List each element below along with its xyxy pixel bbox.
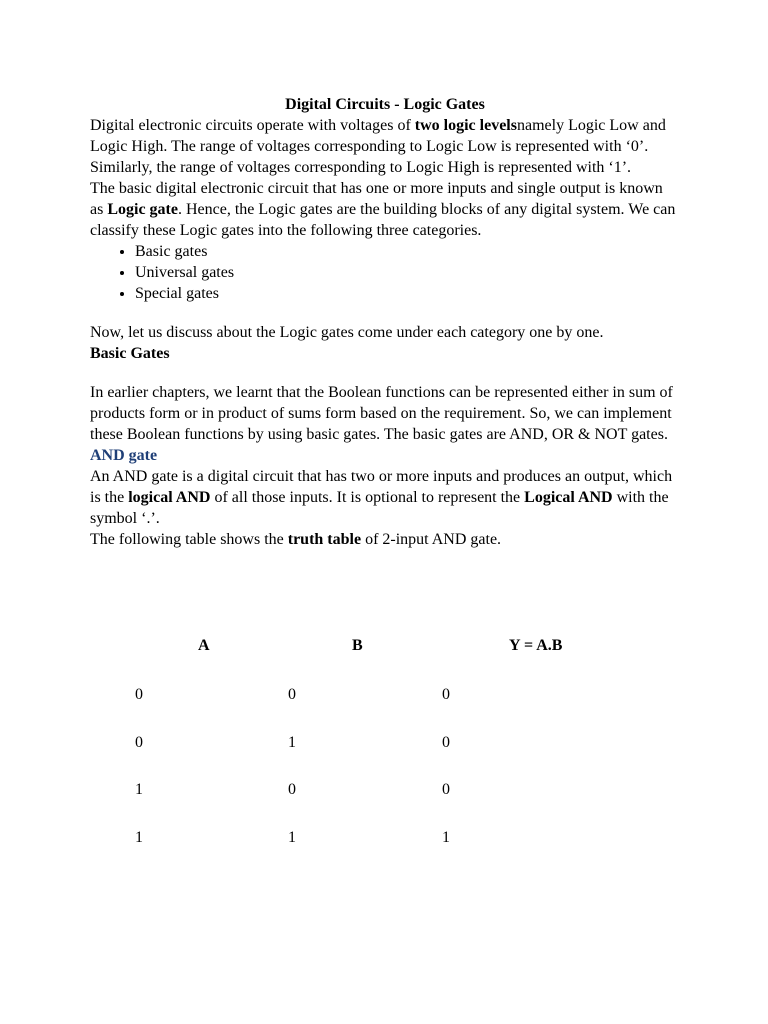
- document-title: Digital Circuits - Logic Gates: [285, 96, 485, 113]
- logic-gate-paragraph: [90, 178, 680, 241]
- text-span: . Hence, the Logic gates are the building blocks of any digital system. We can classify these Logic gates into the following three categories.: [90, 201, 676, 239]
- bold-span: truth table: [287, 531, 362, 548]
- category-list: [90, 241, 680, 304]
- text-span: The following table shows the: [90, 531, 288, 548]
- bold-span: Logic gate: [107, 201, 178, 218]
- intro-paragraph: [90, 115, 680, 178]
- text-span: The basic digital electronic circuit that has one or more inputs and single output is known as: [90, 180, 663, 218]
- and-gate-paragraph: [90, 466, 680, 529]
- text-span: of all those inputs. It is optional to represent the: [210, 489, 525, 506]
- table-header-b: B: [352, 637, 363, 654]
- bold-span: logical AND: [128, 489, 211, 506]
- discussion-paragraph: Now, let us discuss about the Logic gates come under each category one by one.: [90, 324, 604, 341]
- table-cell: 1: [442, 829, 450, 846]
- text-span: Digital electronic circuits operate with voltages of: [90, 117, 415, 134]
- bold-span: Logical AND: [524, 489, 613, 506]
- text-span: An AND gate is a digital circuit that has two or more inputs and produces an output, which is the: [90, 468, 673, 506]
- text-span: of 2-input AND gate.: [361, 531, 502, 548]
- bold-span: two logic levels: [414, 117, 517, 134]
- table-cell: 0: [442, 686, 450, 703]
- table-cell: 1: [135, 781, 143, 798]
- document-body: [90, 94, 680, 550]
- basic-gates-heading: Basic Gates: [90, 345, 170, 362]
- list-item: • Special gates: [135, 283, 680, 304]
- truth-table-intro: [90, 529, 680, 550]
- table-cell: 0: [288, 781, 296, 798]
- table-cell: 1: [135, 829, 143, 846]
- table-cell: 0: [442, 734, 450, 751]
- table-cell: 1: [288, 829, 296, 846]
- text-span: namely Logic Low and Logic High. The range of voltages corresponding to Logic Low is represented with ‘0’. Similarly, the range of voltages corresponding to Logic High is represented with ‘1’.: [90, 117, 666, 176]
- basic-gates-paragraph: In earlier chapters, we learnt that the Boolean functions can be represented either in sum of products form or in product of sums form based on the requirement. So, we can implement these Boolean functions by using basic gates. The basic gates are AND, OR & NOT gates.: [90, 384, 673, 443]
- table-cell: 0: [288, 686, 296, 703]
- and-gate-heading: AND gate: [90, 447, 158, 464]
- table-cell: 0: [442, 781, 450, 798]
- table-cell: 1: [288, 734, 296, 751]
- table-header-y: Y = A.B: [509, 637, 563, 654]
- text-span: with the symbol ‘.’.: [90, 489, 669, 527]
- list-item: • Basic gates: [135, 241, 680, 262]
- table-header-a: A: [198, 637, 210, 654]
- table-cell: 0: [135, 734, 143, 751]
- table-cell: 0: [135, 686, 143, 703]
- list-item: • Universal gates: [135, 262, 680, 283]
